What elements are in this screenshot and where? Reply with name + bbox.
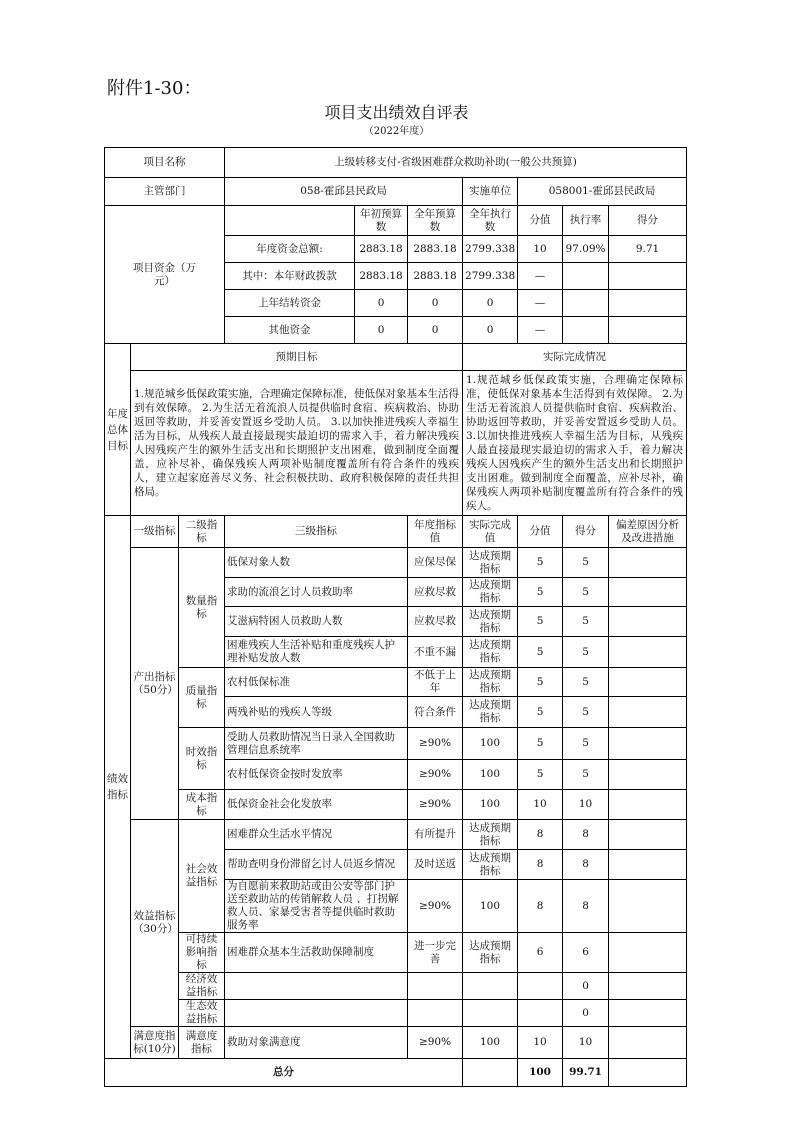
level3-indicator: 艾滋病特困人员救助人数 [225,607,408,637]
target-value: ≥90% [408,760,463,790]
deviation-note [609,820,687,850]
funds-value [609,290,687,317]
level2-indicator: 社会效益指标 [179,820,225,933]
score: 8 [563,850,609,880]
indicator-row [105,820,687,850]
indicator-row [105,1027,687,1059]
score-header: 得分 [563,516,609,548]
project-name-value: 上级转移支付-省级困难群众救助补助(一般公共预算) [225,148,687,178]
level3-indicator: 低保对象人数 [225,548,408,578]
score: 8 [563,820,609,850]
target-value: 有所提升 [408,820,463,850]
indicator-row [105,548,687,578]
funds-value: 2883.18 [408,263,463,290]
unit-label: 实施单位 [463,178,518,206]
funds-value: 2799.338 [463,263,518,290]
actual-value [463,1000,518,1027]
score-value: 10 [518,790,563,820]
total-row [105,1059,687,1087]
indicator-row [105,973,687,1000]
level2-indicator: 经济效益指标 [179,973,225,1000]
funds-value: — [518,263,563,290]
total-actual [463,1059,518,1087]
level3-header: 三级指标 [225,516,408,548]
funds-value: 0 [463,290,518,317]
indicator-row [105,1000,687,1027]
level3-indicator: 农村低保资金按时发放率 [225,760,408,790]
deviation-note [609,880,687,933]
actual-value: 达成预期指标 [463,578,518,607]
unit-value: 058001-霍邱县民政局 [518,178,687,206]
level3-indicator: 困难群众生活水平情况 [225,820,408,850]
indicator-row [105,728,687,760]
level3-indicator: 低保资金社会化发放率 [225,790,408,820]
deviation-note [609,790,687,820]
level2-indicator: 质量指标 [179,668,225,728]
actual-value: 达成预期指标 [463,548,518,578]
actual-value: 达成预期指标 [463,933,518,973]
funds-row-label: 其他资金 [225,317,355,344]
level3-indicator: 两残补贴的残疾人等级 [225,697,408,728]
actual-value: 100 [463,728,518,760]
actual-value: 达成预期指标 [463,668,518,697]
year-label: （2022年度） [363,126,430,137]
deviation-header: 偏差原因分析及改进措施 [609,516,687,548]
indicator-row [105,933,687,973]
score-value: 5 [518,607,563,637]
level3-indicator: 受助人员救助情况当日录入全国救助管理信息系统率 [225,728,408,760]
score-value [518,973,563,1000]
funds-header: 全年预算数 [408,206,463,236]
level2-indicator: 时效指标 [179,728,225,790]
level2-indicator: 可持续影响指标 [179,933,225,973]
total-note [609,1059,687,1087]
funds-value: 0 [463,317,518,344]
actual-value: 达成预期指标 [463,850,518,880]
level3-indicator: 帮助查明身份滞留乞讨人员返乡情况 [225,850,408,880]
department-row [105,178,687,206]
level1-header: 一级指标 [131,516,179,548]
deviation-note [609,697,687,728]
funds-row-label: 上年结转资金 [225,290,355,317]
deviation-note [609,578,687,607]
actual-value: 达成预期指标 [463,637,518,668]
target-value: ≥90% [408,880,463,933]
level2-indicator: 满意度指标 [179,1027,225,1059]
project-name-row [105,148,687,178]
actual-value: 达成预期指标 [463,607,518,637]
score-value: 5 [518,760,563,790]
funds-value [563,290,609,317]
target-value: 进一步完善 [408,933,463,973]
actual-value [463,973,518,1000]
score-value: 8 [518,820,563,850]
funds-value: 2883.18 [355,236,408,263]
level3-indicator [225,1000,408,1027]
page-title: 项目支出绩效自评表 [324,103,469,122]
expected-goal-header: 预期目标 [131,344,463,371]
funds-value: 2799.338 [463,236,518,263]
indicator-row [105,790,687,820]
deviation-note [609,933,687,973]
level2-indicator: 生态效益指标 [179,1000,225,1027]
deviation-note [609,668,687,697]
indicators-label: 绩效指标 [105,516,131,1059]
funds-value: 2883.18 [355,263,408,290]
funds-label: 项目资金（万元） [105,206,225,344]
deviation-note [609,728,687,760]
target-value: 不低于上年 [408,668,463,697]
score: 8 [563,880,609,933]
actual-value: 100 [463,1027,518,1059]
level3-indicator: 为自愿前来救助站或由公安等部门护送至救助站的传销解救人员 、打拐解救人员、家暴受害者等提供临时救助服务率 [225,880,408,933]
score: 0 [563,973,609,1000]
level3-indicator: 农村低保标准 [225,668,408,697]
actual-result-header: 实际完成情况 [463,344,687,371]
level2-indicator: 数量指标 [179,548,225,668]
score-value-header: 分值 [518,516,563,548]
score-value [518,1000,563,1027]
total-score-value: 100 [518,1059,563,1087]
funds-value: — [518,317,563,344]
score: 5 [563,760,609,790]
funds-header: 得分 [609,206,687,236]
funds-value: — [518,290,563,317]
funds-value [563,317,609,344]
score: 0 [563,1000,609,1027]
target-value [408,1000,463,1027]
score-value: 5 [518,728,563,760]
target-value: ≥90% [408,1027,463,1059]
score: 5 [563,697,609,728]
score: 5 [563,728,609,760]
actual-value: 达成预期指标 [463,820,518,850]
dept-label: 主管部门 [105,178,225,206]
level1-indicator: 效益指标（30分） [131,820,179,1027]
target-value: 及时送返 [408,850,463,880]
goals-text-row [105,371,687,516]
funds-value: 2883.18 [408,236,463,263]
target-value [408,973,463,1000]
funds-value: 10 [518,236,563,263]
score-value: 5 [518,697,563,728]
indicator-row [105,668,687,697]
score-value: 10 [518,1027,563,1059]
actual-header: 实际完成值 [463,516,518,548]
target-value: 应救尽救 [408,578,463,607]
evaluation-table [104,147,687,1087]
funds-value: 97.09% [563,236,609,263]
target-value: ≥90% [408,790,463,820]
target-value: ≥90% [408,728,463,760]
funds-value: 0 [408,290,463,317]
deviation-note [609,760,687,790]
funds-value [609,317,687,344]
score-value: 5 [518,548,563,578]
deviation-note [609,973,687,1000]
score-value: 5 [518,668,563,697]
funds-value: 9.71 [609,236,687,263]
funds-value [563,263,609,290]
funds-header: 全年执行数 [463,206,518,236]
funds-value: 0 [355,317,408,344]
score: 6 [563,933,609,973]
actual-value: 100 [463,760,518,790]
score: 5 [563,637,609,668]
funds-header: 执行率 [563,206,609,236]
deviation-note [609,1027,687,1059]
score: 10 [563,1027,609,1059]
level3-indicator: 救助对象满意度 [225,1027,408,1059]
actual-value: 100 [463,790,518,820]
funds-header: 年初预算数 [355,206,408,236]
actual-result-text: 1.规范城乡低保政策实施，合理确定保障标准，使低保对象基本生活得到有效保障。 2.为生活无着流浪人员提供临时食宿、疾病救治、协助返回等救助，并妥善安置返乡受助人员。 3.以加快推进残疾人幸福生活为目标，从残疾人最直接最现实最迫切的需求入手，着力解决残疾人因残疾产生的额外生活支出和长期照护支出困难。做到制度全面覆盖，应补尽补，确保残疾人两项补贴制度覆盖所有符合条件的残疾人。 [463,371,687,516]
level2-indicator: 成本指标 [179,790,225,820]
target-value: 符合条件 [408,697,463,728]
funds-value: 0 [408,317,463,344]
dept-value: 058-霍邱县民政局 [225,178,463,206]
funds-header-row [105,206,687,236]
score-value: 5 [518,578,563,607]
score: 5 [563,607,609,637]
deviation-note [609,607,687,637]
target-value: 不重不漏 [408,637,463,668]
target-value: 应救尽救 [408,607,463,637]
deviation-note [609,1000,687,1027]
deviation-note [609,850,687,880]
attachment-label: 附件1-30： [107,78,202,99]
level2-header: 二级指标 [179,516,225,548]
deviation-note [609,637,687,668]
level3-indicator: 困难群众基本生活救助保障制度 [225,933,408,973]
project-name-label: 项目名称 [105,148,225,178]
total-label: 总分 [105,1059,463,1087]
blank-cell [225,206,355,236]
indicators-header-row [105,516,687,548]
score: 5 [563,548,609,578]
score: 5 [563,578,609,607]
goals-header-row [105,344,687,371]
actual-value: 100 [463,880,518,933]
score: 10 [563,790,609,820]
level3-indicator: 困难残疾人生活补贴和重度残疾人护理补贴发放人数 [225,637,408,668]
funds-row-label: 其中：本年财政拨款 [225,263,355,290]
level3-indicator: 求助的流浪乞讨人员救助率 [225,578,408,607]
funds-value [609,263,687,290]
funds-row-label: 年度资金总额: [225,236,355,263]
funds-value: 0 [355,290,408,317]
target-value: 应保尽保 [408,548,463,578]
total-score: 99.71 [563,1059,609,1087]
score-value: 8 [518,850,563,880]
funds-header: 分值 [518,206,563,236]
actual-value: 达成预期指标 [463,697,518,728]
score-value: 6 [518,933,563,973]
score: 5 [563,668,609,697]
level1-indicator: 满意度指标(10分) [131,1027,179,1059]
goals-label: 年度总体目标 [105,344,131,516]
expected-goal-text: 1.规范城乡低保政策实施，合理确定保障标准，使低保对象基本生活得到有效保障。 2.为生活无着流浪人员提供临时食宿、疾病救治、协助返回等救助，并妥善安置返乡受助人员。 3.以加快推进残疾人幸福生活为目标，从残疾人最直接最现实最迫切的需求入手，着力解决残疾人因残疾产生的额外生活支出和长期照护支出困难，做到制度全面覆盖，应补尽补，确保残疾人两项补贴制度覆盖所有符合条件的残疾人，建立起家庭善尽义务、社会积极扶助、政府积极保障的责任共担格局。 [131,371,463,516]
level3-indicator [225,973,408,1000]
level1-indicator: 产出指标（50分） [131,548,179,820]
deviation-note [609,548,687,578]
target-header: 年度指标值 [408,516,463,548]
score-value: 8 [518,880,563,933]
score-value: 5 [518,637,563,668]
